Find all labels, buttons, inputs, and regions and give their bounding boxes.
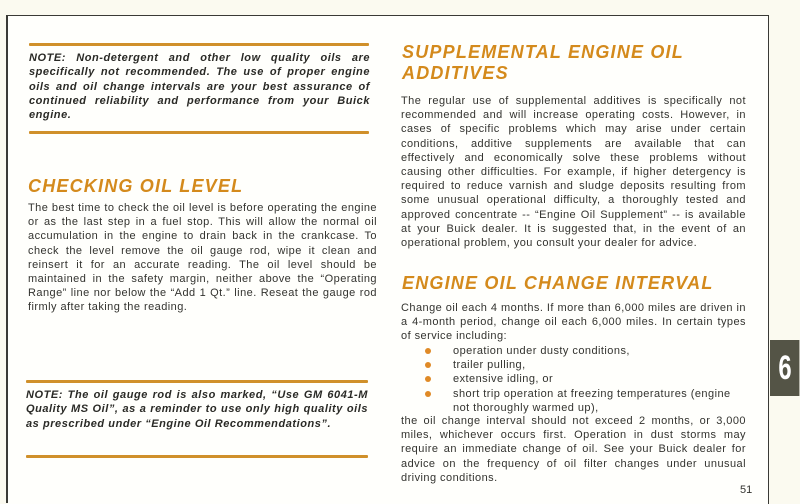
heading-supplemental-line2: ADDITIVES [402, 63, 509, 83]
heading-oil-change-interval: ENGINE OIL CHANGE INTERVAL [402, 273, 714, 293]
heading-checking-oil-level: CHECKING OIL LEVEL [28, 176, 244, 196]
note-top: NOTE: Non-detergent and other low quality oils are specifically not recommended. The use of proper engine oils and oil change intervals are your best assurance of continued reliability and performance from your Buick engine. [29, 52, 370, 122]
oil-change-interval-conclusion: the oil change interval should not exceed 2 months, or 3,000 miles, whichever occurs first. Operation in dust storms may require an immediate change of oil. See your Buick dealer for advice on the frequency of oil filter changes under unusual driving conditions. [401, 415, 746, 484]
bullet-icon [425, 348, 431, 354]
bullet-icon [425, 391, 431, 397]
checking-oil-level-body: The best time to check the oil level is before operating the engine or as the last step in a fuel stop. This will allow the normal oil accumulation in the engine to drain back in the crankcase. To check the level remove the oil gauge rod, wipe it clean and reinsert it for an accurate reading. The oil level should be maintained in the safety margin, neither above the “Operating Range” line nor below the “Add 1 Qt.” line. Reseat the gauge rod firmly after taking the reading. [28, 202, 377, 314]
list-item: short trip operation at freezing temperatures (engine not thoroughly warmed up), [401, 387, 743, 415]
heading-supplemental-line1: SUPPLEMENTAL ENGINE OIL [402, 42, 684, 62]
manual-page [8, 16, 768, 504]
section-tab-marker: 6 [770, 340, 799, 396]
heading-supplemental-additives [402, 42, 684, 84]
list-item: trailer pulling, [401, 358, 721, 372]
list-item: extensive idling, or [401, 372, 721, 386]
service-conditions-list [401, 344, 731, 415]
note-bottom-rule-lower [26, 455, 368, 458]
note-top-rule-upper [29, 43, 369, 46]
page-frame-right [768, 15, 769, 504]
bullet-icon [425, 362, 431, 368]
page-number: 51 [740, 484, 753, 496]
note-bottom-rule-upper [26, 380, 368, 383]
note-top-rule-lower [29, 131, 369, 134]
oil-change-interval-intro: Change oil each 4 months. If more than 6,000 miles are driven in a 4-month period, change oil each 6,000 miles. In certain types of service including: [401, 302, 746, 343]
note-bottom: NOTE: The oil gauge rod is also marked, “Use GM 6041-M Quality MS Oil”, as a reminder to use only high quality oils as prescribed under “Engine Oil Recommendations”. [26, 389, 368, 430]
supplemental-additives-body: The regular use of supplemental additives is specifically not recommended and will increase operating costs. However, in cases of specific problems which may arise under certain conditions, additive supplements are available that can effectively and economically solve these problems without causing other difficulties. For example, if higher detergency is required to reduce varnish and sludge deposits resulting from some unusual operational difficulty, a thoroughly tested and approved concentrate -- “Engine Oil Supplement” -- is available at your Buick dealer. It is suggested that, in the event of an operational problem, you consult your dealer for advice. [401, 95, 746, 250]
bullet-icon [425, 376, 431, 382]
list-item: operation under dusty conditions, [401, 344, 721, 358]
